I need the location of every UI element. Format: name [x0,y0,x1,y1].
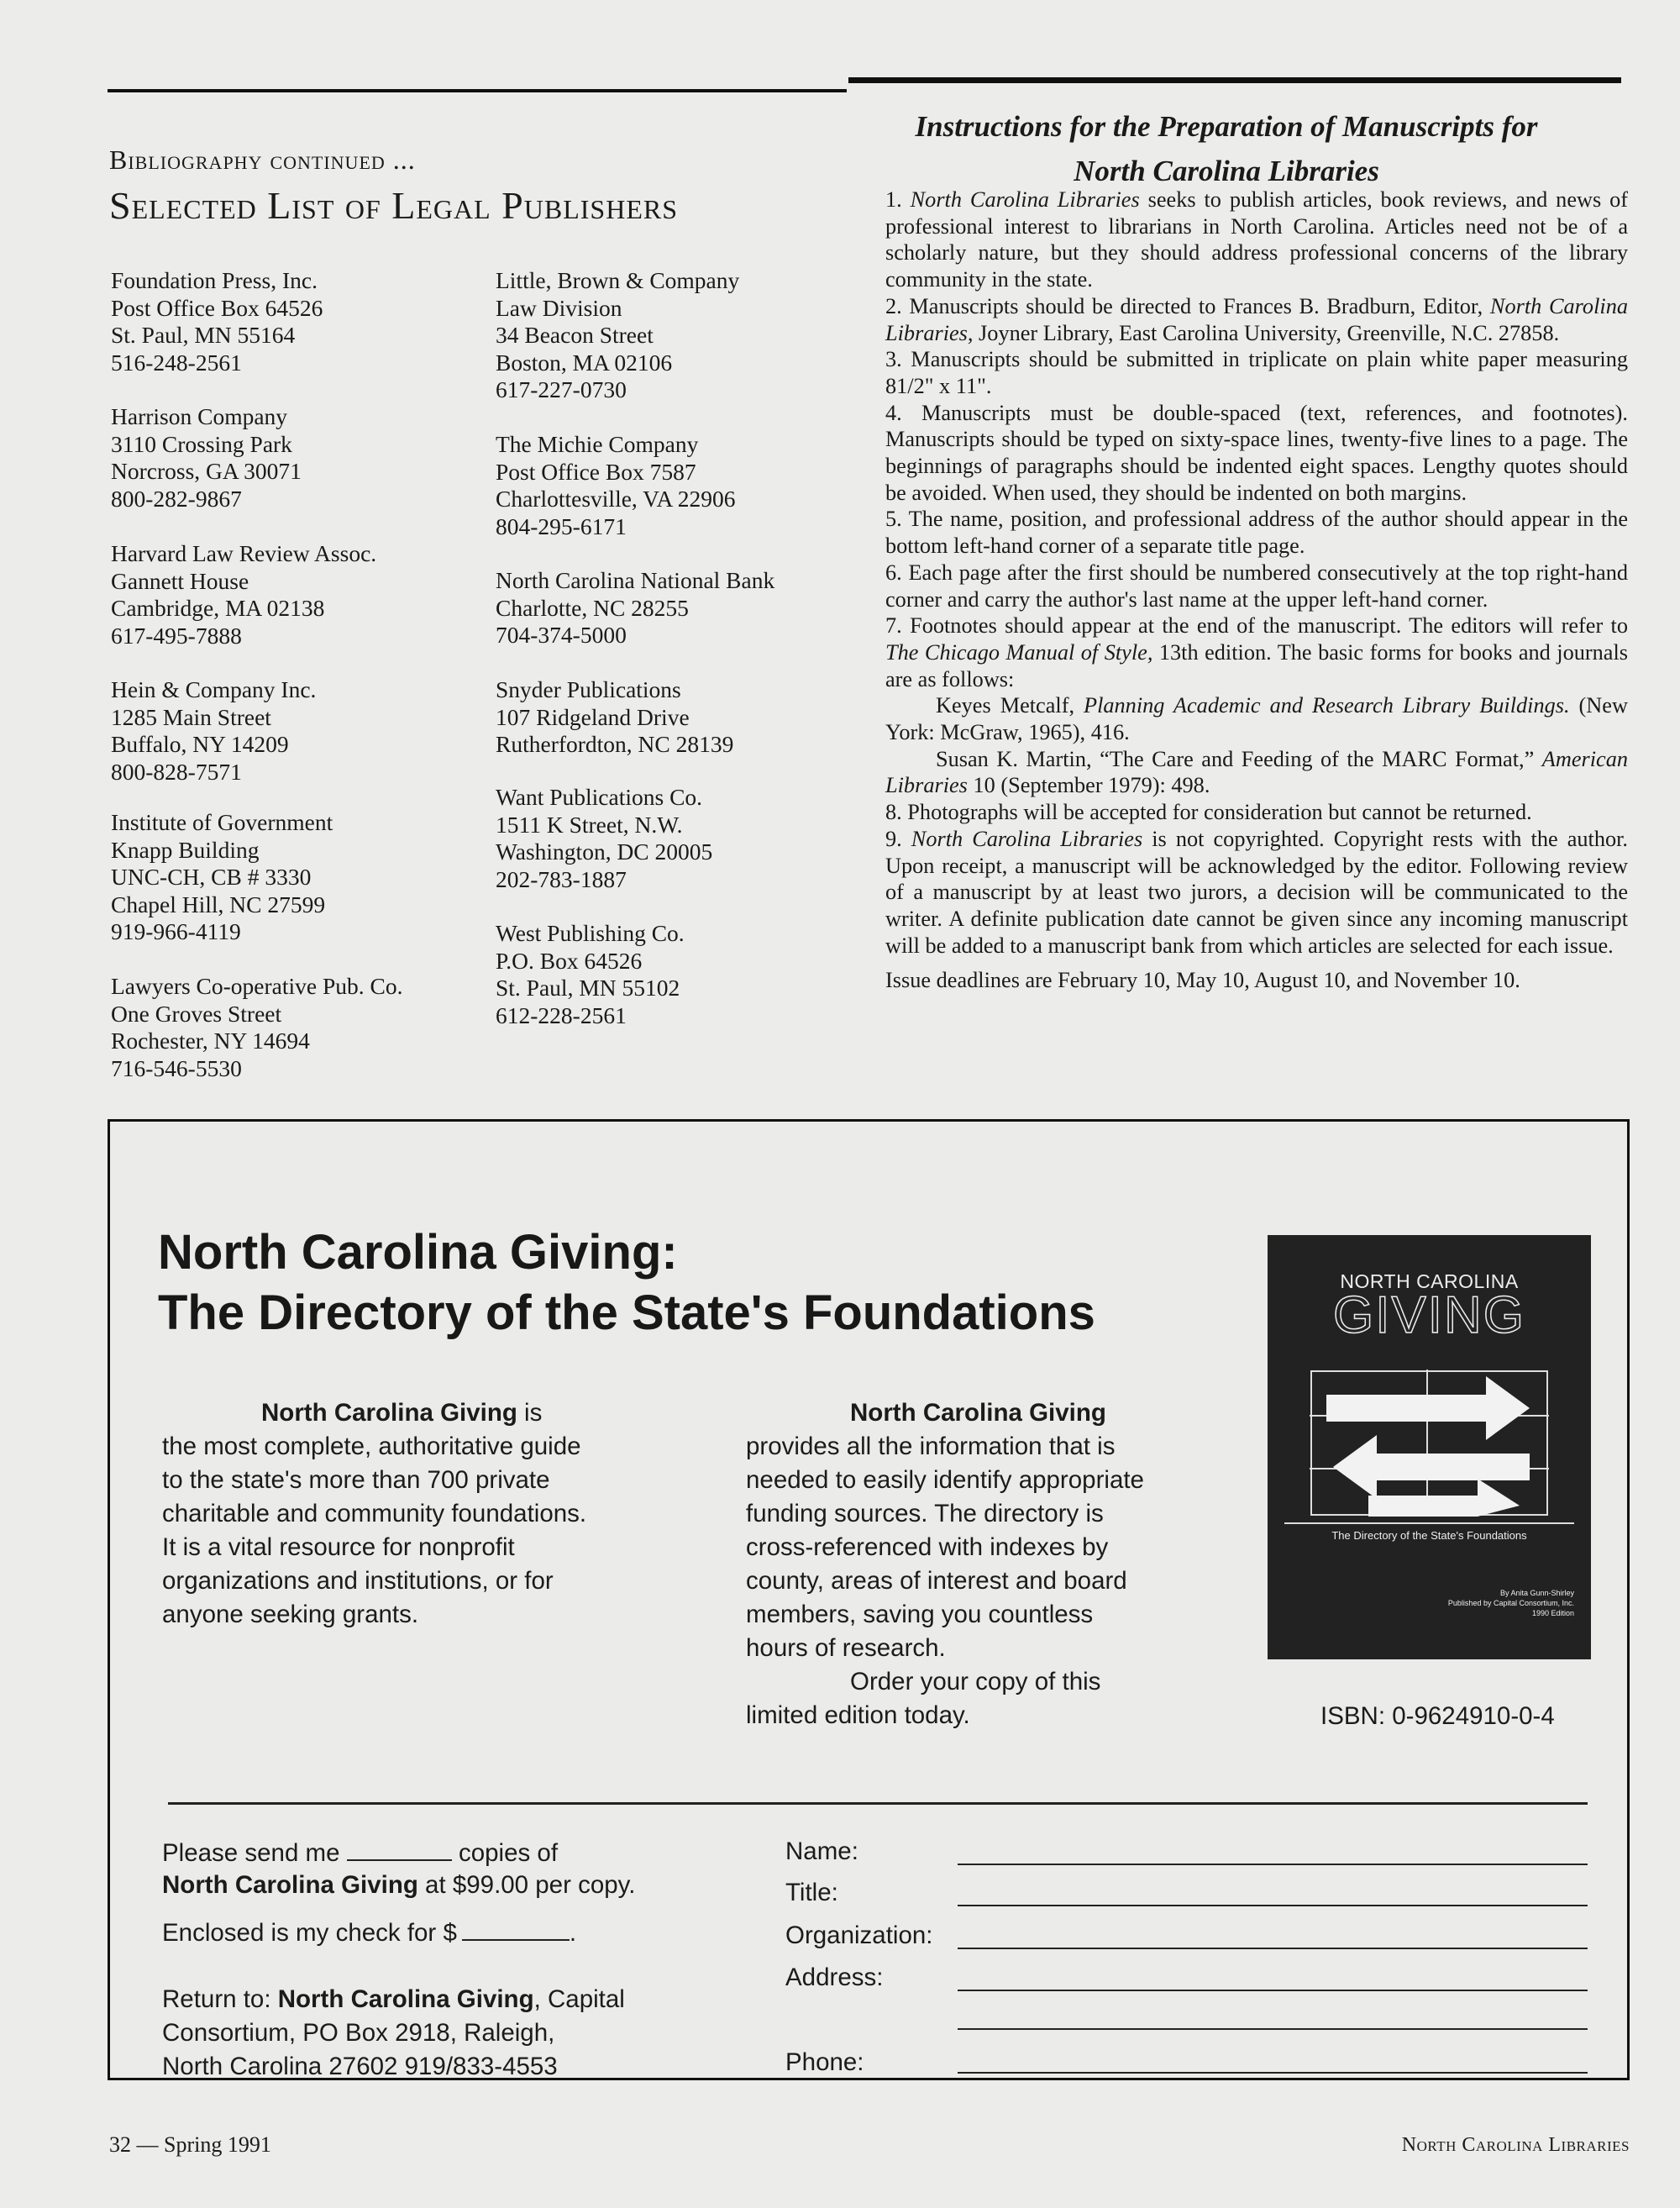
ad-order-line-1: Order your copy of this [850,1668,1101,1695]
name-label: Name: [785,1837,858,1865]
publisher-line: St. Paul, MN 55102 [496,975,680,1001]
ad-text-line: members, saving you countless [746,1601,1094,1628]
publisher-entry [496,784,857,893]
return-address: Return to: North Carolina Giving, Capital Consortium, PO Box 2918, Raleigh, North Carolina 27602 919/833-4553 [162,1985,625,2080]
publisher-line: 107 Ridgeland Drive [496,703,690,730]
order-form-divider [168,1802,1588,1805]
ad-headline [158,1222,1095,1343]
publisher-line: 800-828-7571 [111,758,242,785]
publisher-entry [111,267,472,376]
copies-input[interactable] [347,1837,452,1861]
publisher-line: P.O. Box 64526 [496,947,643,974]
ad-right-description [746,1396,1144,1732]
ad-text-line: the most complete, authoritative guide [162,1433,581,1460]
ad-text-line: anyone seeking grants. [162,1601,419,1628]
ad-text-line: needed to easily identify appropriate [746,1466,1144,1494]
publisher-line: 516-248-2561 [111,349,242,376]
publisher-line: 716-546-5530 [111,1054,242,1081]
isbn: ISBN: 0-9624910-0-4 [1320,1702,1555,1730]
publisher-entry [111,403,472,513]
publisher-line: The Michie Company [496,431,699,457]
publisher-line: Rutherfordton, NC 28139 [496,731,734,757]
publisher-entry [111,676,472,786]
publisher-line: One Groves Street [111,1000,282,1027]
address-field-2[interactable] [958,2028,1588,2030]
publisher-line: Little, Brown & Company [496,267,740,293]
journal-title-footer: North Carolina Libraries [1401,2134,1630,2156]
publisher-line: Boston, MA 02106 [496,349,673,376]
ad-order-line-2: limited edition today. [746,1701,970,1729]
publisher-line: Charlotte, NC 28255 [496,594,689,621]
address-label: Address: [785,1964,884,1991]
phone-label: Phone: [785,2048,864,2076]
publisher-line: 3110 Crossing Park [111,430,292,457]
publisher-line: North Carolina National Bank [496,567,775,593]
ad-text-line: cross-referenced with indexes by [746,1533,1109,1561]
publisher-line: 1285 Main Street [111,703,271,730]
publisher-line: 617-227-0730 [496,376,627,402]
publisher-line: Harrison Company [111,403,288,429]
publisher-line: 612-228-2561 [496,1001,627,1028]
ad-text-line: organizations and institutions, or for [162,1567,554,1595]
ad-text-line: It is a vital resource for nonprofit [162,1533,515,1561]
instruction-item-3: 3. Manuscripts should be submitted in triplicate on plain white paper measuring 81/2" x 11". [885,347,1628,398]
title-field[interactable] [958,1905,1588,1906]
book-cover-subtitle: The Directory of the State's Foundations [1331,1529,1527,1542]
publisher-line: Foundation Press, Inc. [111,267,318,293]
publisher-line: Post Office Box 7587 [496,458,696,485]
organization-field[interactable] [958,1948,1588,1949]
publisher-line: Buffalo, NY 14209 [111,731,289,757]
publisher-line: UNC-CH, CB # 3330 [111,864,312,890]
publisher-line: 202-783-1887 [496,865,627,892]
ad-text-line: charitable and community foundations. [162,1500,587,1527]
publisher-entry [111,540,472,649]
publisher-line: Hein & Company Inc. [111,676,317,702]
publisher-line: St. Paul, MN 55164 [111,322,296,348]
book-cover-credits: By Anita Gunn-Shirley Published by Capital Consortium, Inc. 1990 Edition [1447,1589,1574,1617]
publisher-line: 800-282-9867 [111,485,242,512]
citation-example-1: Keyes Metcalf, Planning Academic and Research Library Buildings. (New York: McGraw, 1965), 416. [885,693,1628,745]
publisher-line: Harvard Law Review Assoc. [111,540,377,566]
instruction-item-2: 2. Manuscripts should be directed to Frances B. Bradburn, Editor, North Carolina Libraries, Joyner Library, East Carolina University, Greenville, N.C. 27858. [885,293,1628,345]
instructions-title-line-1: Instructions for the Preparation of Manuscripts for [915,110,1538,143]
publisher-line: 919-966-4119 [111,918,241,944]
instruction-item-8: 8. Photographs will be accepted for consideration but cannot be returned. [885,800,1532,825]
ad-headline-line-2: The Directory of the State's Foundations [158,1285,1095,1340]
publisher-line: Chapel Hill, NC 27599 [111,891,326,917]
name-field[interactable] [958,1864,1588,1865]
ad-right-lead: North Carolina Giving [850,1399,1106,1427]
publisher-line: Charlottesville, VA 22906 [496,486,736,512]
publisher-entry [496,920,857,1029]
top-rule-left [108,89,847,92]
top-rule-right [848,77,1621,83]
publisher-entry [496,567,857,649]
section-title: Selected List of Legal Publishers [109,184,679,227]
ad-text-line: funding sources. The directory is [746,1500,1104,1527]
enclosed-check-label: Enclosed is my check for $ . [162,1919,577,1947]
publisher-line: Institute of Government [111,809,333,835]
check-amount-input[interactable] [462,1917,570,1941]
price-line: North Carolina Giving at $99.00 per copy. [162,1871,636,1899]
phone-field[interactable] [958,2072,1588,2074]
publisher-line: Lawyers Co-operative Pub. Co. [111,973,403,999]
publisher-entry [111,809,472,946]
ad-text-line: to the state's more than 700 private [162,1466,550,1494]
book-cover-divider [1284,1522,1574,1524]
publisher-line: 617-495-7888 [111,622,242,649]
send-copies-label: Please send me copies of [162,1839,559,1867]
publisher-line: Knapp Building [111,836,260,863]
publisher-entry [111,973,472,1082]
publisher-line: 34 Beacon Street [496,322,654,348]
issue-deadlines: Issue deadlines are February 10, May 10, August 10, and November 10. [885,968,1520,993]
organization-label: Organization: [785,1921,933,1949]
instructions-title [865,104,1588,193]
book-cover-image [1268,1235,1591,1659]
instructions-body [885,187,1628,994]
ad-headline-line-1: North Carolina Giving: [158,1225,678,1280]
address-field-1[interactable] [958,1990,1588,1991]
instruction-item-9: 9. North Carolina Libraries is not copyrighted. Copyright rests with the author. Upon receipt, a manuscript will be acknowledged by the editor. Following review of a manuscript by at least two jurors, a decision will be communicated to the writer. A definite publication date cannot be given since any incoming manuscript will be added to a manuscript bank from which articles are selected for each issue. [885,826,1629,958]
publisher-line: Norcross, GA 30071 [111,458,302,484]
instruction-item-4: 4. Manuscripts must be double-spaced (text, references, and footnotes). Manuscripts should be typed on sixty-space lines, twenty-five lines to a page. The beginnings of paragraphs should be indented eight spaces. Lengthy quotes should be avoided. When used, they should be indented on both margins. [885,400,1628,505]
publisher-line: Washington, DC 20005 [496,839,713,865]
instruction-item-1: 1. North Carolina Libraries seeks to publish articles, book reviews, and news of professional interest to librarians in North Carolina. Articles need not be of a scholarly nature, but they should address professional concerns of the library community in the state. [885,187,1629,292]
double-arrow-icon [1310,1369,1549,1517]
publisher-line: Post Office Box 64526 [111,294,323,321]
publisher-line: Want Publications Co. [496,784,703,810]
publisher-line: West Publishing Co. [496,920,685,946]
ad-text-line: hours of research. [746,1634,946,1662]
publisher-entry [496,431,857,540]
publisher-line: 1511 K Street, N.W. [496,811,683,838]
page-number-footer: 32 — Spring 1991 [109,2132,271,2157]
title-label: Title: [785,1879,838,1906]
ad-text-line: county, areas of interest and board [746,1567,1127,1595]
instructions-title-line-2: North Carolina Libraries [1074,155,1379,187]
publisher-line: 704-374-5000 [496,622,627,648]
instruction-item-6: 6. Each page after the first should be numbered consecutively at the top right-hand corner and carry the author's last name at the upper left-hand corner. [885,560,1628,612]
publisher-entry [496,267,857,404]
citation-example-2: Susan K. Martin, “The Care and Feeding of the MARC Format,” American Libraries 10 (September 1979): 498. [885,746,1628,798]
publisher-line: Snyder Publications [496,676,681,702]
book-cover-title-big: GIVING [1332,1286,1526,1344]
book-cover-title-small: NORTH CAROLINA [1340,1270,1519,1292]
ad-text-line: provides all the information that is [746,1433,1116,1460]
publisher-line: 804-295-6171 [496,513,627,539]
publisher-line: Rochester, NY 14694 [111,1028,310,1054]
publisher-line: Cambridge, MA 02138 [111,595,325,621]
publisher-line: Gannett House [111,567,249,594]
ad-left-description: North Carolina Giving is the most complete, authoritative guide to the state's more than 700 private charitable and community foundations. It is a vital resource for nonprofit organizations and institutions, or for anyone seeking grants. [162,1396,586,1632]
instruction-item-7: 7. Footnotes should appear at the end of the manuscript. The editors will refer to The Chicago Manual of Style, 13th edition. The basic forms for books and journals are as follows: [885,613,1629,691]
ad-left-lead: North Carolina Giving [261,1399,517,1427]
bibliography-continued: Bibliography continued ... [109,145,416,175]
publisher-entry [496,676,857,759]
publisher-line: Law Division [496,294,622,321]
instruction-item-5: 5. The name, position, and professional address of the author should appear in the bottom left-hand corner of a separate title page. [885,507,1628,559]
